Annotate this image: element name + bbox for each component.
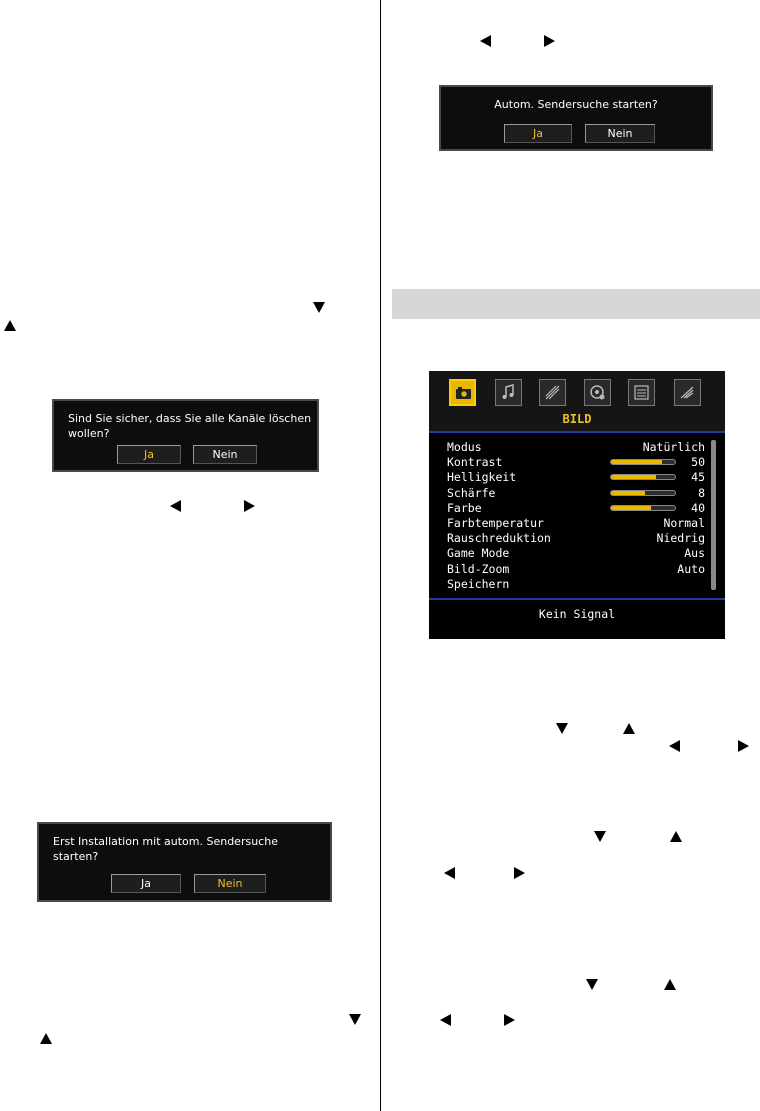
right-arrow-icon <box>544 35 555 47</box>
source-icon[interactable] <box>584 379 611 406</box>
menu-row-value: 8 <box>698 485 705 500</box>
signal-status: Kein Signal <box>538 607 616 621</box>
up-arrow-icon <box>670 831 682 842</box>
left-arrow-icon <box>669 740 680 752</box>
first-install-dialog <box>37 822 332 902</box>
menu-row-value: 50 <box>691 455 705 470</box>
up-arrow-icon <box>4 320 16 331</box>
auto-search-message: Autom. Sendersuche starten? <box>494 98 658 111</box>
picture-icon[interactable] <box>449 379 476 406</box>
menu-row-value: Aus <box>684 546 705 561</box>
menu-row-label: Rauschreduktion <box>447 531 551 546</box>
menu-row-bild-zoom[interactable] <box>447 562 705 577</box>
menu-row-label: Farbe <box>447 500 482 515</box>
left-arrow-icon <box>170 500 181 512</box>
delete-channels-message: Sind Sie sicher, dass Sie alle Kanäle löschen wollen? <box>68 412 312 440</box>
down-arrow-icon <box>313 302 325 313</box>
down-arrow-icon <box>594 831 606 842</box>
delete-channels-dialog <box>52 399 319 472</box>
auto-search-dialog <box>439 85 713 151</box>
menu-row-slider-fill <box>611 491 645 495</box>
sound-icon[interactable] <box>495 379 522 406</box>
menu-row-modus[interactable] <box>447 440 705 455</box>
menu-row-slider-fill <box>611 460 662 464</box>
menu-row-slider[interactable] <box>610 490 676 496</box>
menu-row-rauschreduktion[interactable] <box>447 531 705 546</box>
left-arrow-icon <box>440 1014 451 1026</box>
menu-divider-bottom <box>429 598 725 600</box>
menu-row-slider[interactable] <box>610 505 676 511</box>
up-arrow-icon <box>623 723 635 734</box>
left-arrow-icon <box>480 35 491 47</box>
right-arrow-icon <box>514 867 525 879</box>
menu-row-speichern[interactable] <box>447 577 705 592</box>
menu-row-helligkeit[interactable] <box>447 470 705 485</box>
menu-icon-bar <box>429 371 725 431</box>
menu-row-farbe[interactable] <box>447 501 705 516</box>
menu-row-label: Game Mode <box>447 546 510 561</box>
menu-row-label: Speichern <box>447 576 510 591</box>
settings-icon[interactable] <box>539 379 566 406</box>
up-arrow-icon <box>664 979 676 990</box>
menu-row-value: Niedrig <box>656 531 705 546</box>
menu-row-schärfe[interactable] <box>447 486 705 501</box>
delete-yes-button[interactable]: Ja <box>117 445 181 464</box>
menu-row-label: Farbtemperatur <box>447 516 544 530</box>
section-header-bar <box>392 289 760 319</box>
menu-row-game-mode[interactable] <box>447 546 705 561</box>
up-arrow-icon <box>40 1033 52 1044</box>
first-install-no-button[interactable]: Nein <box>194 874 266 893</box>
menu-row-slider[interactable] <box>610 459 676 465</box>
right-arrow-icon <box>244 500 255 512</box>
menu-row-label: Modus <box>447 440 482 454</box>
menu-row-kontrast[interactable] <box>447 455 705 470</box>
down-arrow-icon <box>349 1014 361 1025</box>
install-icon[interactable] <box>674 379 701 406</box>
menu-row-slider[interactable] <box>610 474 676 480</box>
menu-row-label: Helligkeit <box>447 470 517 485</box>
menu-row-value: 45 <box>691 470 705 485</box>
menu-divider-top <box>429 431 725 433</box>
menu-row-value: Natürlich <box>642 440 705 454</box>
menu-scrollbar[interactable] <box>711 440 716 590</box>
menu-row-label: Kontrast <box>447 455 503 470</box>
auto-search-yes-button[interactable]: Ja <box>504 124 572 143</box>
column-divider <box>380 0 381 1111</box>
menu-row-value: Auto <box>677 561 705 576</box>
menu-row-label: Schärfe <box>447 485 496 500</box>
picture-menu <box>429 371 725 639</box>
first-install-message: Erst Installation mit autom. Sendersuche starten? <box>53 835 278 863</box>
menu-row-value: 40 <box>691 500 705 515</box>
menu-row-farbtemperatur[interactable] <box>447 516 705 531</box>
right-arrow-icon <box>738 740 749 752</box>
left-arrow-icon <box>444 867 455 879</box>
menu-row-label: Bild-Zoom <box>447 561 510 576</box>
auto-search-no-button[interactable]: Nein <box>585 124 655 143</box>
menu-row-slider-fill <box>611 475 656 479</box>
menu-heading: BILD <box>562 412 592 426</box>
menu-row-slider-fill <box>611 506 651 510</box>
down-arrow-icon <box>586 979 598 990</box>
menu-row-value: Normal <box>663 516 705 530</box>
down-arrow-icon <box>556 723 568 734</box>
delete-no-button[interactable]: Nein <box>193 445 257 464</box>
list-icon[interactable] <box>628 379 655 406</box>
first-install-yes-button[interactable]: Ja <box>111 874 181 893</box>
right-arrow-icon <box>504 1014 515 1026</box>
